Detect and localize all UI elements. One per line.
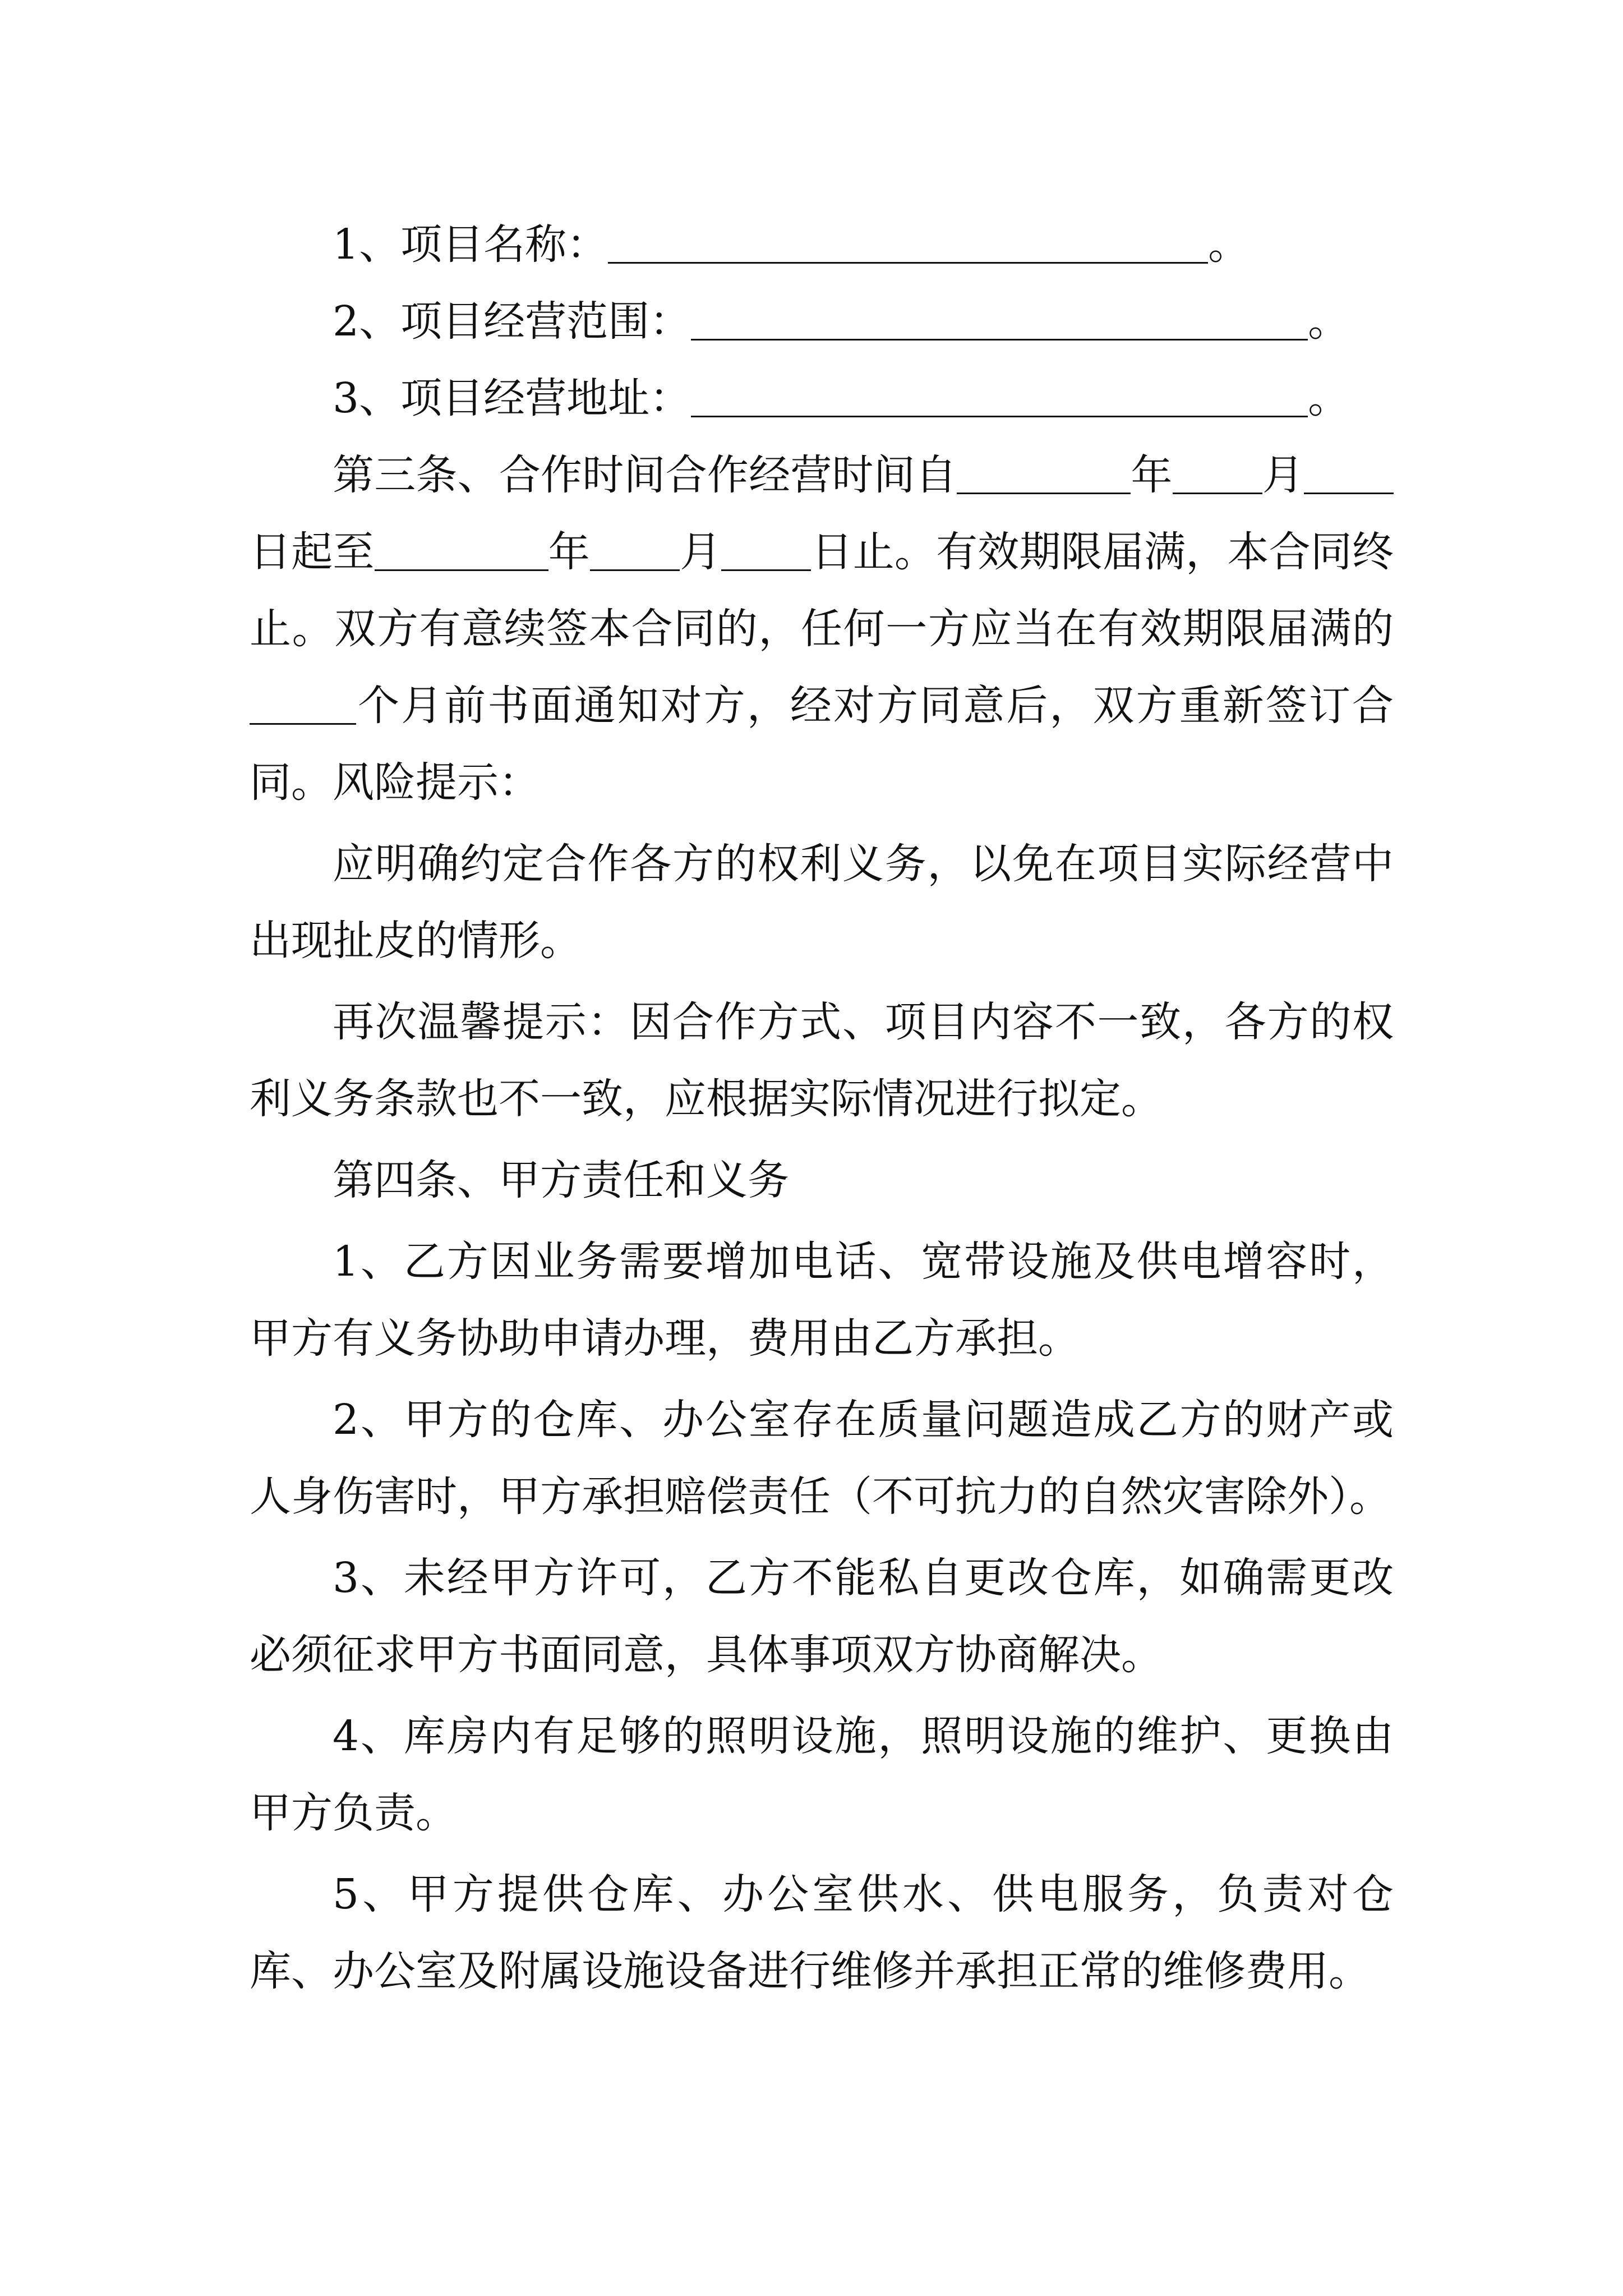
blank-end-day xyxy=(721,528,811,571)
article-4-clause-5: 5、甲方提供仓库、办公室供水、供电服务，负责对仓库、办公室及附属设施设备进行维修并承担正常的维修费用。 xyxy=(250,1870,1394,1995)
item-project-name: 1、项目名称： 。 xyxy=(333,220,1250,269)
document-body xyxy=(250,206,1394,2010)
item-business-address-label: 3、项目经营地址： xyxy=(333,374,691,422)
article-3-cooperation-period: 第三条、合作时间合作经营时间自 年 月日起至 年 月 日止。有效期限届满，本合同终止。双方有意续签本合同的，任何一方应当在有效期限届满的个月前书面通知对方，经对方同意后，双方重新签订合同。风险提示： xyxy=(250,451,1394,807)
item-project-name-label: 1、项目名称： xyxy=(333,220,608,269)
risk-note-2: 再次温馨提示：因合作方式、项目内容不一致，各方的权利义务条款也不一致，应根据实际情况进行拟定。 xyxy=(250,998,1394,1123)
article-4-title: 第四条、甲方责任和义务 xyxy=(333,1156,789,1204)
blank-start-day xyxy=(1304,451,1394,494)
blank-notice-months xyxy=(250,682,356,725)
blank-business-scope xyxy=(691,297,1308,341)
blank-start-year xyxy=(957,451,1131,494)
article-4-clause-2: 2、甲方的仓库、办公室存在质量问题造成乙方的财产或人身伤害时，甲方承担赔偿责任（不可抗力的自然灾害除外）。 xyxy=(250,1396,1394,1521)
blank-end-year xyxy=(375,528,548,571)
article-4-clause-1: 1、乙方因业务需要增加电话、宽带设施及供电增容时，甲方有义务协助申请办理，费用由乙方承担。 xyxy=(250,1237,1394,1363)
blank-business-address xyxy=(691,374,1308,417)
article-4-clause-3: 3、未经甲方许可，乙方不能私自更改仓库，如确需更改必须征求甲方书面同意，具体事项双方协商解决。 xyxy=(250,1554,1394,1679)
blank-start-month xyxy=(1173,451,1262,494)
item-business-scope: 2、项目经营范围： 。 xyxy=(333,297,1350,346)
article-4-clause-4: 4、库房内有足够的照明设施，照明设施的维护、更换由甲方负责。 xyxy=(250,1712,1394,1837)
item-business-address: 3、项目经营地址： 。 xyxy=(333,374,1350,422)
blank-end-month xyxy=(590,528,680,571)
item-business-scope-label: 2、项目经营范围： xyxy=(333,297,691,346)
risk-note-1: 应明确约定合作各方的权利义务，以免在项目实际经营中出现扯皮的情形。 xyxy=(250,840,1394,965)
blank-project-name xyxy=(608,220,1208,264)
